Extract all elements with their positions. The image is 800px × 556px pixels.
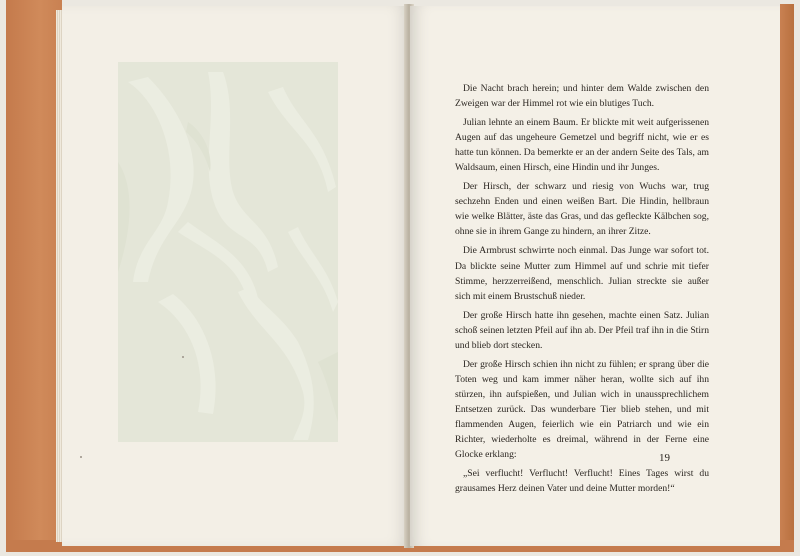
page-text bbox=[455, 81, 709, 500]
book-cover-right bbox=[780, 4, 794, 552]
paragraph-2: Julian lehnte an einem Baum. Er blickte mit weit aufgerissenen Augen auf das ungeheure Gemetzel und begriff nicht, wie er es hatte tun können. Da bemerkte er an der andern Seite des Tals, am Waldsaum, einen Hirsch, eine Hindin und ihr Junges. bbox=[455, 117, 709, 174]
book-cover-left bbox=[6, 0, 62, 550]
woodcut-illustration bbox=[118, 62, 338, 442]
paragraph-5: Der große Hirsch hatte ihn gesehen, machte einen Satz. Julian schoß seinen letzten Pfeil auf ihn ab. Der Pfeil traf ihn in die Stirn und blieb dort stecken. bbox=[455, 309, 709, 351]
paper-speck bbox=[80, 456, 82, 458]
woodcut-image bbox=[118, 62, 338, 442]
paragraph-7: „Sei verflucht! Verflucht! Verflucht! Eines Tages wirst du grausames Herz deinen Vater und deine Mutter morden!“ bbox=[455, 468, 709, 495]
paragraph-6: Der große Hirsch schien ihn nicht zu fühlen; er sprang über die Toten weg und kam immer näher heran, wollte sich auf ihn stürzen, ihn aufspießen, und Julian wich in unaussprechlichem Entsetzen zurück. Das wunderbare Tier blieb stehen, und mit flammenden Augen, feierlich wie ein Patriarch und wie ein Richter, wiederholte es dreimal, während in der Ferne eine Glocke erklang: bbox=[455, 358, 709, 461]
paragraph-1: Die Nacht brach herein; und hinter dem Walde zwischen den Zweigen war der Himmel rot wie ein blutiges Tuch. bbox=[455, 83, 709, 110]
paragraph-4: Die Armbrust schwirrte noch einmal. Das Junge war sofort tot. Da blickte seine Mutter zum Himmel auf und schrie mit tiefer Stimme, herzzerreißend, menschlich. Julian streckte sie außer sich mit einem Brustschuß nieder. bbox=[455, 245, 709, 302]
paper-speck bbox=[182, 356, 184, 358]
paragraph-3: Der Hirsch, der schwarz und riesig von Wuchs war, trug sechzehn Enden und einen weißen Bart. Die Hindin, hellbraun wie welke Blätter, äste das Gras, und das gefleckte Kälbchen sog, ohne sie in ihrem Gange zu hindern, an ihrer Zitze. bbox=[455, 181, 709, 238]
page-number: 19 bbox=[659, 452, 670, 464]
